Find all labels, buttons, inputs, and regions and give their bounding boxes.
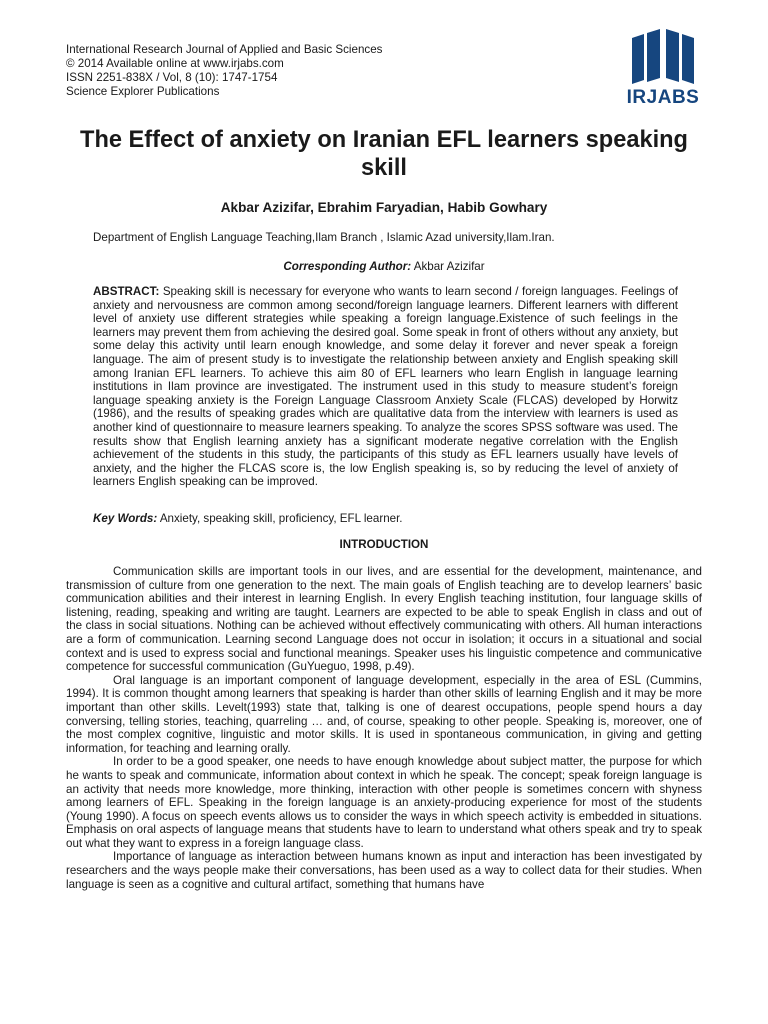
issn-line: ISSN 2251-838X / Vol, 8 (10): 1747-1754 bbox=[66, 71, 278, 84]
abstract bbox=[93, 285, 678, 489]
intro-paragraph: Communication skills are important tools in our lives, and are essential for the development, maintenance, and transmission of culture from one generation to the next. The main goals of English teaching are to develop learners’ basic communication abilities and their interest in learning English. In every English teaching institution, four language skills of listening, reading, speaking and writing are taught. Learners are expected to be able to speak English in class and out of the class in social situations. Nothing can be achieved without effectively communicating with others. All human interactions are a form of communication. Learning second Language does not occur in isolation; it occurs in a situational and social context and is used to express social and functional meanings. Speaker uses his linguistic competence and communicative competence for successful communication (GuYueguo, 1998, p.49). bbox=[66, 565, 702, 674]
intro-paragraph: Importance of language as interaction between humans known as input and interaction has been investigated by researchers and the ways people make their conversations, has been used as a way to collect data for their studies. When language is seen as a cognitive and cultural artifact, something that humans have bbox=[66, 850, 702, 891]
logo-text: IRJABS bbox=[626, 87, 700, 108]
journal-header bbox=[66, 43, 382, 99]
publisher-line: Science Explorer Publications bbox=[66, 85, 220, 98]
abstract-text: Speaking skill is necessary for everyone who wants to learn second / foreign languages. Feelings of anxiety and nervousness are common among second/foreign language learners. Different learners with different level of anxiety use different strategies while speaking a foreign language.Existence of such feelings in the learners may prevent them from achieving the desired goal. Some speak in front of others without any anxiety, but some delay this activity until learn enough knowledge, and some delay it forever and never speak a foreign language. The aim of present study is to investigate the relationship between anxiety and English speaking skill among Iranian EFL learners. To achieve this aim 80 of EFL learners who learn English in language learning institutions in Ilam province are investigated. The instrument used in this study to measure student’s foreign language speaking anxiety is the Foreign Language Classroom Anxiety Scale (FLCAS) developed by Horwitz (1986), and the results of speaking grades which are qualitative data from the interview with learners is used as another kind of questionnaire to measure learners speaking. To analyze the scores SPSS software was used. The results show that English learning anxiety has a significant moderate negative correlation with the English achievement of the students in this study, the participants of this study as EFL learners usually have levels of anxiety, and the higher the FLCAS score is, the low English speaking is, so by reducing the level of anxiety of learners English speaking can be improved. bbox=[93, 285, 678, 489]
abstract-label: ABSTRACT: bbox=[93, 285, 160, 298]
journal-name: International Research Journal of Applied and Basic Sciences bbox=[66, 43, 383, 56]
paper-title: The Effect of anxiety on Iranian EFL learners speaking skill bbox=[80, 127, 688, 181]
keywords-text: Anxiety, speaking skill, proficiency, EFL learner. bbox=[159, 512, 403, 525]
open-book-icon bbox=[624, 28, 702, 86]
intro-paragraph: Oral language is an important component of language development, especially in the area of ESL (Cummins, 1994). It is common thought among learners that speaking is harder than other skills of learning English and it may be more important than other skills. Levelt(1993) state that, talking is one of dearest occupations, people spend hours a day conversing, telling stories, teaching, quarreling … and, of course, speaking to other people. Speaking is, moreover, one of the most complex cognitive, linguistic and motor skills. It is used in spontaneous communication, in giving and getting information, for teaching and learning orally. bbox=[66, 673, 702, 755]
intro-paragraph: In order to be a good speaker, one needs to have enough knowledge about subject matter, the purpose for which he wants to speak and communicate, information about context in which he speak. The concept; speak foreign language is an activity that needs more knowledge, more thinking, interaction with other people is sometimes concern with shyness among learners of EFL. Speaking in the foreign language is an anxiety-producing experience for most of the students (Young 1990). A focus on speech events allows us to consider the ways in which speech activity is embedded in situations. Emphasis on oral aspects of language means that students have to learn to understand what others speak and try to speak out what they want to express in a foreign language class. bbox=[66, 755, 702, 850]
corresponding-name: Akbar Azizifar bbox=[413, 260, 485, 273]
irjabs-logo bbox=[618, 28, 708, 108]
introduction-heading: INTRODUCTION bbox=[339, 538, 429, 551]
keywords bbox=[93, 512, 678, 526]
author-affiliation: Department of English Language Teaching,Ilam Branch , Islamic Azad university,Ilam.Iran. bbox=[93, 231, 555, 244]
keywords-label: Key Words: bbox=[93, 512, 158, 525]
paper-authors: Akbar Azizifar, Ebrahim Faryadian, Habib Gowhary bbox=[220, 200, 548, 215]
availability-line: © 2014 Available online at www.irjabs.com bbox=[66, 57, 284, 70]
corresponding-label: Corresponding Author: bbox=[283, 260, 412, 273]
corresponding-author bbox=[80, 260, 688, 273]
introduction-body bbox=[66, 565, 702, 891]
